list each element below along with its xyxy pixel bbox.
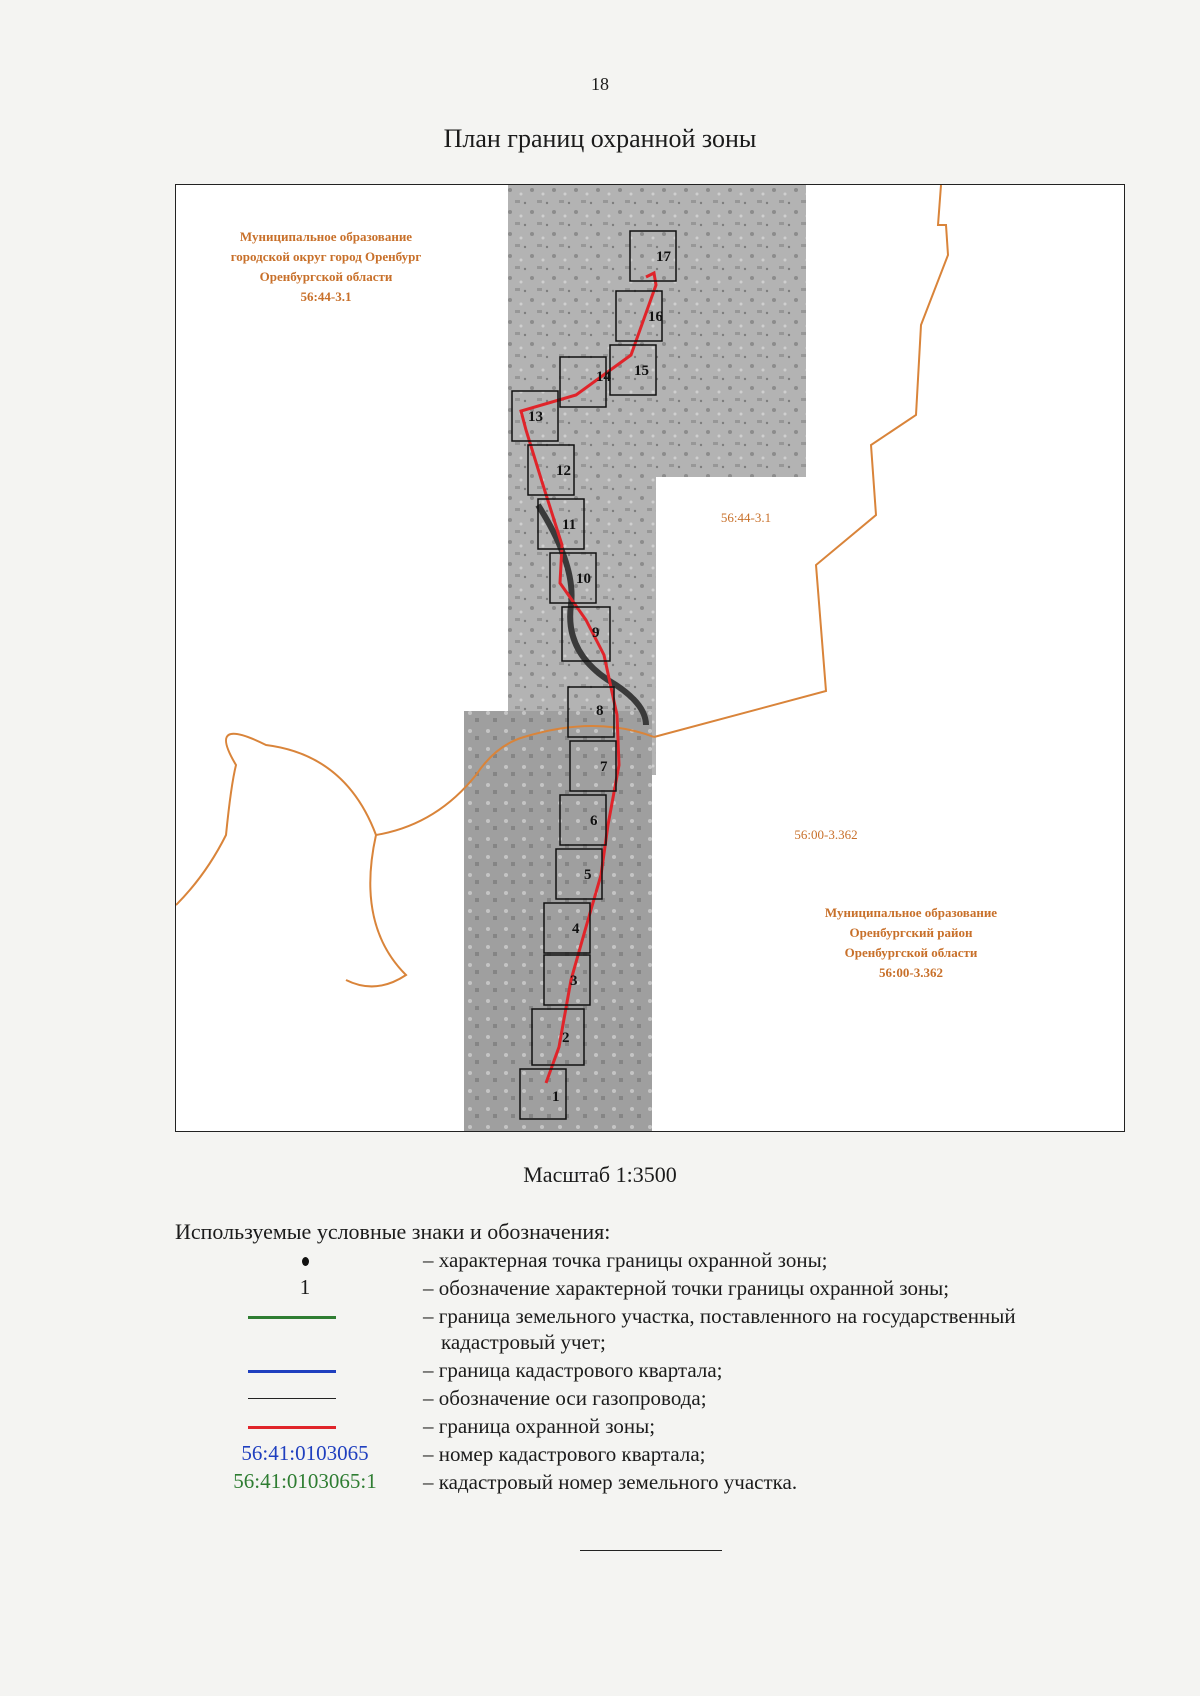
zone-code-upper: 56:44-3.1 [720, 510, 772, 525]
legend-text: – граница земельного участка, поставленного на государственный [423, 1304, 1016, 1328]
legend-text: – характерная точка границы охранной зоны; [423, 1248, 828, 1272]
legend-row-point [175, 1247, 1135, 1273]
scale-text: Масштаб 1:3500 [523, 1162, 677, 1187]
lower-area-label-line3: Оренбургской области [844, 945, 978, 960]
tile-number-11: 11 [562, 517, 577, 533]
tile-number-2: 2 [562, 1030, 570, 1046]
tile-number-9: 9 [592, 625, 600, 641]
tile-number-15: 15 [634, 363, 649, 379]
tile-number-5: 5 [584, 867, 592, 883]
legend-text: – обозначение характерной точки границы охранной зоны; [423, 1276, 950, 1300]
tile-number-16: 16 [648, 309, 663, 325]
upper-area-label-line2: городской округ город Оренбург [230, 249, 422, 264]
page-number: 18 [591, 74, 609, 94]
legend-black-line-symbol [175, 1385, 435, 1411]
aerial-photo-upper [508, 185, 806, 777]
legend-cadastral-number-symbol: 56:41:0103065:1 [233, 1469, 377, 1493]
legend-row-cadastral-number [175, 1469, 1135, 1495]
legend-dot-symbol [175, 1247, 435, 1273]
zone-code-lower: 56:00-3.362 [794, 827, 858, 842]
tile-number-6: 6 [590, 813, 598, 829]
footer-rule [580, 1550, 722, 1551]
legend-row-protection-zone [175, 1413, 1135, 1439]
tile-number-3: 3 [570, 973, 578, 989]
tile-number-4: 4 [572, 921, 580, 937]
legend-title: Используемые условные знаки и обозначения: [175, 1219, 611, 1244]
legend-text: – номер кадастрового квартала; [423, 1442, 706, 1466]
tile-number-12: 12 [556, 463, 571, 479]
map-drawing [176, 185, 1124, 1131]
legend-row-quarter-number [175, 1441, 1135, 1467]
tile-number-13: 13 [528, 409, 543, 425]
legend-blue-line-symbol [175, 1357, 435, 1383]
lower-area-label-line2: Оренбургский район [849, 925, 973, 940]
aerial-photo-lower [464, 711, 652, 1131]
tile-number-17: 17 [656, 249, 671, 265]
legend-row-point-label [175, 1275, 1135, 1301]
legend-green-line-symbol [175, 1303, 435, 1329]
page-title: План границ охранной зоны [443, 124, 757, 153]
tile-number-8: 8 [596, 703, 604, 719]
legend-row-pipeline-axis [175, 1385, 1135, 1411]
legend-text: – кадастровый номер земельного участка. [423, 1470, 798, 1494]
legend-text: – граница охранной зоны; [423, 1414, 656, 1438]
legend-quarter-number-symbol: 56:41:0103065 [241, 1441, 369, 1465]
legend-text: – обозначение оси газопровода; [423, 1386, 707, 1410]
legend-text-continuation: кадастровый учет; [441, 1330, 606, 1354]
tile-number-7: 7 [600, 759, 608, 775]
upper-area-label-line1: Муниципальное образование [239, 229, 413, 244]
legend-text: – граница кадастрового квартала; [423, 1358, 723, 1382]
legend-red-line-symbol [175, 1413, 435, 1439]
legend-number-symbol: 1 [299, 1275, 311, 1299]
legend-row-quarter-boundary [175, 1357, 1135, 1383]
map-frame [175, 184, 1125, 1132]
tile-number-1: 1 [552, 1089, 560, 1105]
tile-number-14: 14 [596, 369, 611, 385]
upper-area-label-line4: 56:44-3.1 [300, 289, 352, 304]
legend-row-land-plot-boundary [175, 1303, 1135, 1355]
tile-number-10: 10 [576, 571, 591, 587]
upper-area-label-line3: Оренбургской области [259, 269, 393, 284]
lower-area-label-line4: 56:00-3.362 [879, 965, 943, 980]
lower-area-label-line1: Муниципальное образование [824, 905, 998, 920]
